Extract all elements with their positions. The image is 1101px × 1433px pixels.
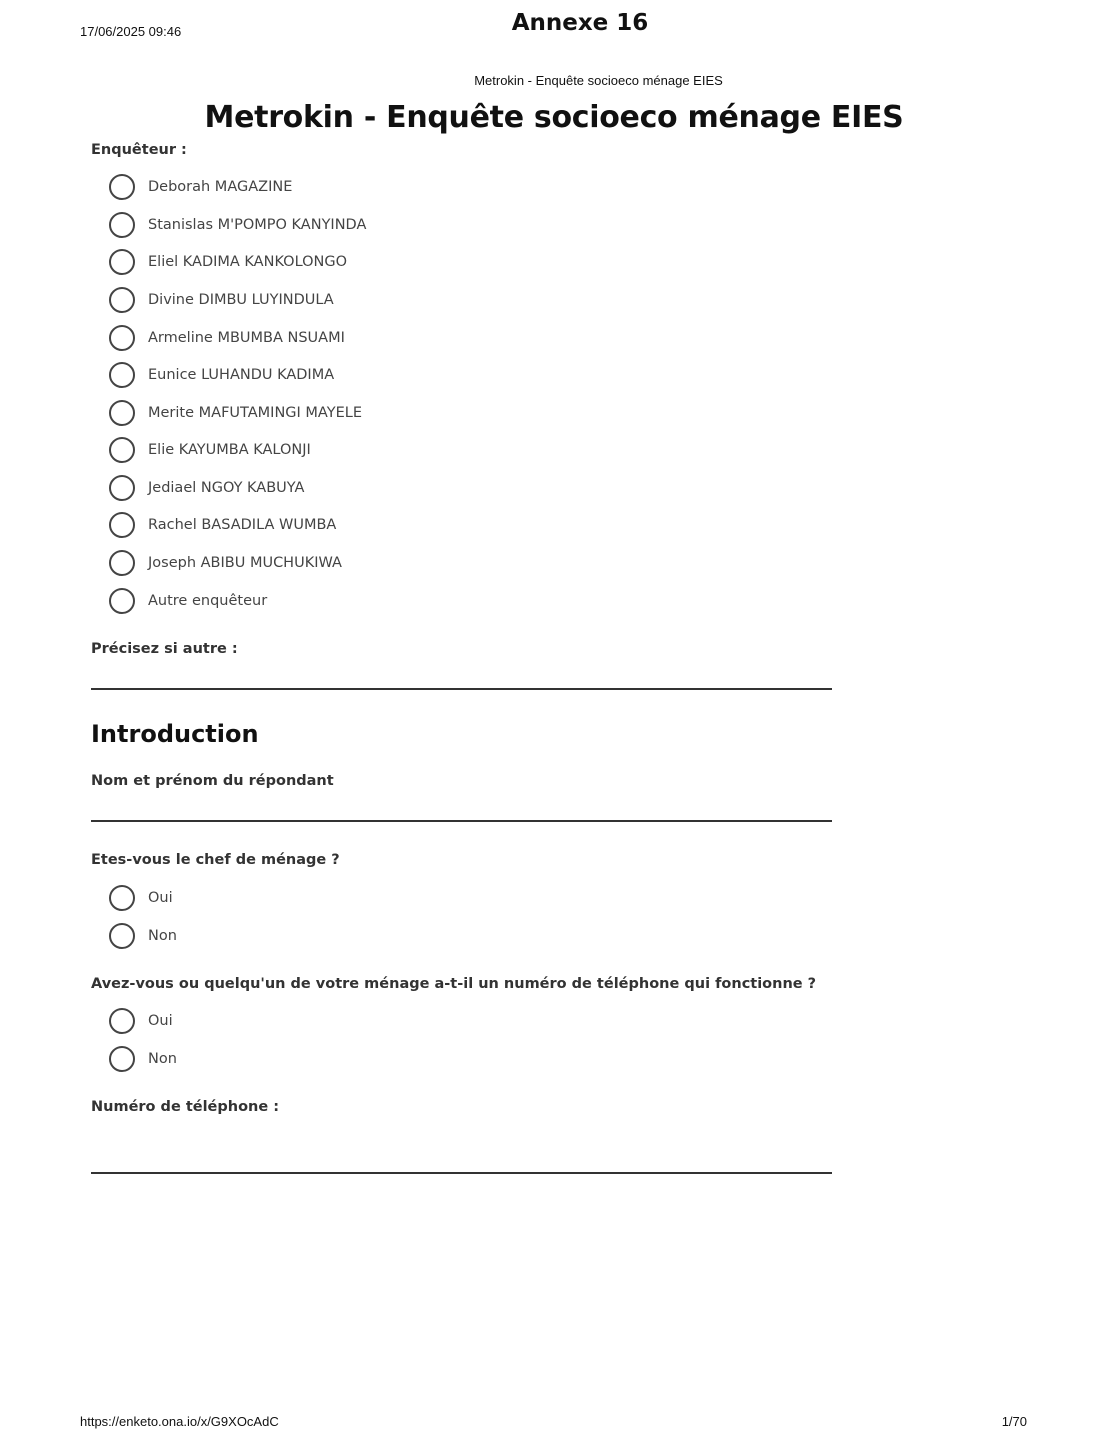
option-label: Autre enquêteur	[148, 593, 268, 609]
numero-telephone-label: Numéro de téléphone :	[91, 1099, 280, 1115]
option-label: Stanislas M'POMPO KANYINDA	[148, 217, 367, 233]
enqueteur-option[interactable]	[109, 287, 334, 313]
enqueteur-option[interactable]	[109, 212, 366, 238]
chef-menage-option-non[interactable]	[109, 923, 177, 949]
radio-button[interactable]	[109, 325, 135, 351]
option-label: Oui	[148, 1013, 173, 1029]
enqueteur-option[interactable]	[109, 512, 336, 538]
radio-button[interactable]	[109, 588, 135, 614]
option-label: Divine DIMBU LUYINDULA	[148, 292, 334, 308]
form-title: Metrokin - Enquête socioeco ménage EIES	[204, 100, 904, 135]
radio-button[interactable]	[109, 287, 135, 313]
radio-button[interactable]	[109, 885, 135, 911]
enqueteur-option[interactable]	[109, 475, 304, 501]
option-label: Joseph ABIBU MUCHUKIWA	[148, 555, 342, 571]
enqueteur-label: Enquêteur :	[91, 142, 187, 158]
enqueteur-option[interactable]	[109, 550, 342, 576]
section-title: Introduction	[91, 720, 259, 748]
radio-button[interactable]	[109, 174, 135, 200]
nom-repondant-label: Nom et prénom du répondant	[91, 773, 334, 789]
option-label: Eunice LUHANDU KADIMA	[148, 367, 335, 383]
precisez-input[interactable]	[91, 668, 832, 690]
option-label: Non	[148, 928, 177, 944]
option-label: Eliel KADIMA KANKOLONGO	[148, 254, 348, 270]
enqueteur-option[interactable]	[109, 174, 292, 200]
radio-button[interactable]	[109, 1008, 135, 1034]
chef-menage-label: Etes-vous le chef de ménage ?	[91, 852, 340, 868]
radio-button[interactable]	[109, 362, 135, 388]
telephone-option-non[interactable]	[109, 1046, 177, 1072]
enqueteur-option[interactable]	[109, 325, 345, 351]
option-label: Deborah MAGAZINE	[148, 179, 293, 195]
radio-button[interactable]	[109, 923, 135, 949]
numero-telephone-input[interactable]	[91, 1152, 832, 1174]
option-label: Merite MAFUTAMINGI MAYELE	[148, 405, 362, 421]
enqueteur-option[interactable]	[109, 249, 347, 275]
option-label: Elie KAYUMBA KALONJI	[148, 442, 311, 458]
print-header-title: Metrokin - Enquête socioeco ménage EIES	[474, 73, 723, 88]
print-datetime: 17/06/2025 09:46	[80, 24, 182, 39]
annex-title: Annexe 16	[511, 10, 649, 36]
radio-button[interactable]	[109, 550, 135, 576]
enqueteur-option[interactable]	[109, 362, 334, 388]
radio-button[interactable]	[109, 249, 135, 275]
telephone-option-oui[interactable]	[109, 1008, 173, 1034]
option-label: Armeline MBUMBA NSUAMI	[148, 330, 345, 346]
option-label: Oui	[148, 890, 173, 906]
print-footer-url: https://enketo.ona.io/x/G9XOcAdC	[80, 1414, 279, 1429]
telephone-fonctionne-label: Avez-vous ou quelqu'un de votre ménage a-t-il un numéro de téléphone qui fonctionne ?	[91, 976, 817, 992]
option-label: Rachel BASADILA WUMBA	[148, 517, 337, 533]
radio-button[interactable]	[109, 512, 135, 538]
nom-repondant-input[interactable]	[91, 800, 832, 822]
radio-button[interactable]	[109, 212, 135, 238]
enqueteur-option[interactable]	[109, 437, 311, 463]
radio-button[interactable]	[109, 475, 135, 501]
enqueteur-option[interactable]	[109, 588, 267, 614]
precisez-label: Précisez si autre :	[91, 641, 238, 657]
radio-button[interactable]	[109, 1046, 135, 1072]
chef-menage-option-oui[interactable]	[109, 885, 173, 911]
option-label: Non	[148, 1051, 177, 1067]
radio-button[interactable]	[109, 400, 135, 426]
print-page-number: 1/70	[1001, 1414, 1027, 1429]
option-label: Jediael NGOY KABUYA	[148, 480, 305, 496]
enqueteur-option[interactable]	[109, 400, 362, 426]
radio-button[interactable]	[109, 437, 135, 463]
